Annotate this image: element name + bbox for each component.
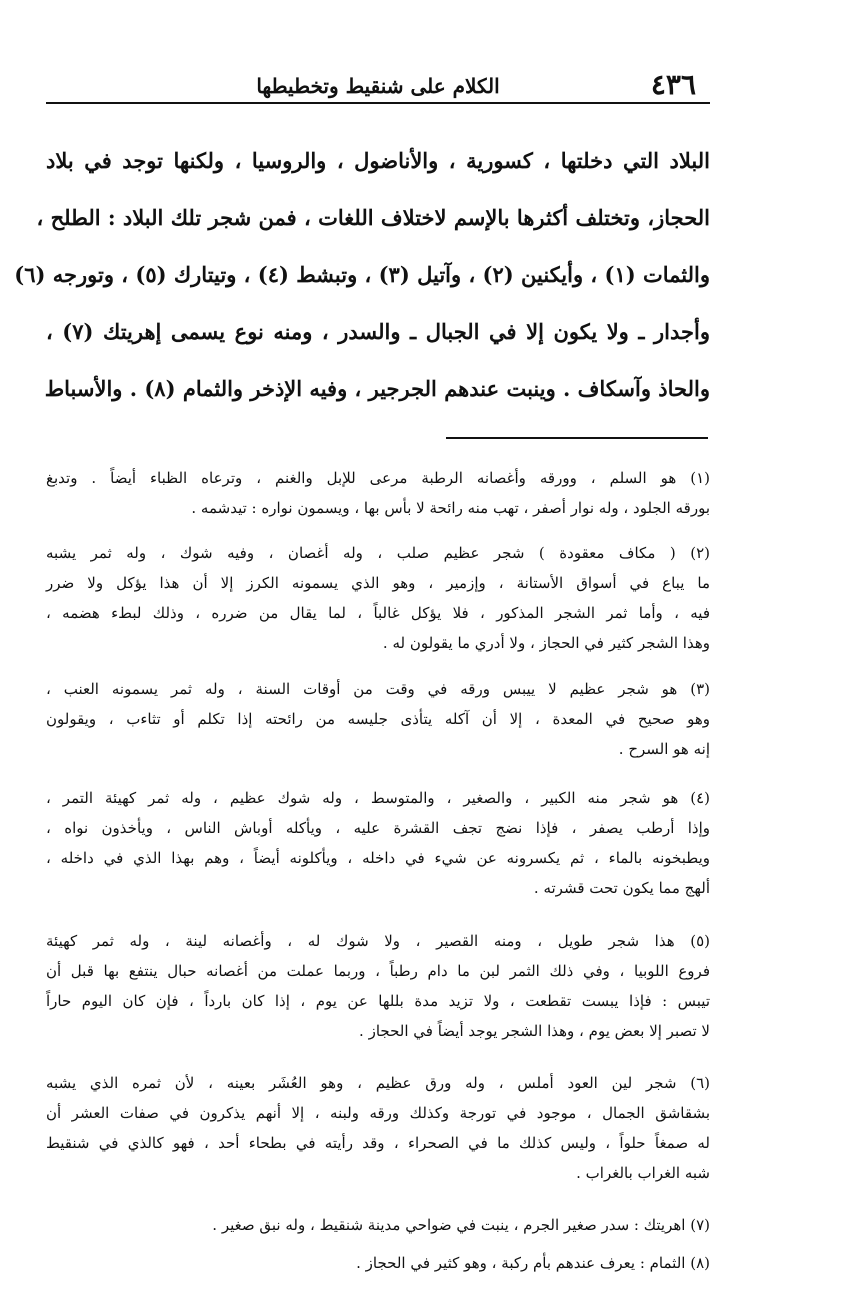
footnote-line: فروع اللوبيا ، وفي ذلك الثمر لبن ما دام رطباً ، وربما عملت من أغصانه حبال ينتفع بها قبل أن <box>46 962 711 980</box>
running-header <box>46 66 710 104</box>
footnote-line: (٧) اهريتك : سدر صغير الجرم ، ينبت في ضواحي مدينة شنقيط ، وله نبق صغير . <box>212 1216 710 1234</box>
footnote-line: (٥) هذا شجر طويل ، ومنه القصير ، ولا شوك له ، وأغصانه لينة ، وله ثمر كهيئة <box>46 932 710 950</box>
footnote-line: لا تصبر إلا بعض يوم ، وهذا الشجر يوجد أيضاً في الحجاز . <box>359 1022 710 1040</box>
footnote-4 <box>46 783 710 903</box>
footnote-line: إنه هو السرح . <box>618 740 710 758</box>
footnote-line: (٨) الثمام : يعرف عندهم بأم ركبة ، وهو كثير في الحجاز . <box>356 1254 710 1272</box>
footnote-line: وإذا أرطب يصفر ، فإذا نضج تجف القشرة عليه ، ويأكله أوباش الناس ، ويأخذون نواه ، <box>46 819 710 837</box>
footnote-5 <box>46 926 710 1046</box>
footnote-line: وهذا الشجر كثير في الحجاز ، ولا أدري ما يقولون له . <box>382 634 710 652</box>
page-number: ٤٣٦ <box>650 68 696 101</box>
footnote-line: (٦) شجر لين العود أملس ، وله ورق عظيم ، وهو العُشَر بعينه ، لأن ثمره الذي يشبه <box>46 1074 710 1092</box>
footnote-2 <box>46 538 710 658</box>
body-line: والثمات (١) ، وأيكنين (٢) ، وآتيل (٣) ، وتبشط (٤) ، وتيتارك (٥) ، وتورجه (٦) <box>14 262 710 287</box>
footnote-line: تيبس : فإذا يبست تقطعت ، ولا تزيد مدة بللها عن يوم ، إذا كان بارداً ، فإن كان اليوم حاراً <box>46 992 710 1010</box>
footnote-6 <box>46 1068 710 1188</box>
footnote-line: (٢) ( مكاف معقودة ) شجر عظيم صلب ، وله أغصان ، وفيه شوك ، وله ثمر يشبه <box>46 544 710 562</box>
footnote-line: بشقاشق الجمال ، موجود في تورجة وكذلك ورقه ولبنه ، إلا أنهم يذكرون في صفات العشر أن <box>46 1104 710 1122</box>
main-text <box>14 132 710 417</box>
footnote-line: (٤) هو شجر منه الكبير ، والصغير ، والمتوسط ، وله شوك عظيم ، وله ثمر كهيئة التمر ، <box>46 789 710 807</box>
footnote-line: ألهج مما يكون تحت قشرته . <box>533 879 710 897</box>
footnote-3 <box>46 674 710 764</box>
footnote-line: فيه ، وأما ثمر الشجر المذكور ، فلا يؤكل غالباً ، لما يقال من ضرره ، وذلك لبطء هضمه ، <box>46 604 710 622</box>
footnote-7 <box>46 1210 710 1240</box>
footnote-line: (٣) هو شجر عظيم لا ييبس ورقه في وقت من أوقات السنة ، وله ثمر يسمونه العنب ، <box>46 680 710 698</box>
body-line: الحجاز، وتختلف أكثرها بالإسم لاختلاف اللغات ، فمن شجر تلك البلاد : الطلح ، <box>36 205 710 230</box>
footnote-line: بورقه الجلود ، وله نوار أصفر ، تهب منه رائحة لا بأس بها ، ويسمون نواره : تيدشمه . <box>191 499 710 517</box>
footnote-line: وهو صحيح في المعدة ، إلا أن آكله يتأذى جليسه من رائحته إذا تكلم أو تثاءب ، ويقولون <box>46 710 710 728</box>
body-line: البلاد التي دخلتها ، كسورية ، والأناضول ، والروسيا ، ولكنها توجد في بلاد <box>46 148 710 173</box>
footnote-line: ويطبخونه بالماء ، ثم يكسرونه عن شيء في داخله ، ويأكلونه أيضاً ، وهم بهذا الذي في داخله ، <box>46 849 710 867</box>
body-line: والحاذ وآسكاف . وينبت عندهم الجرجير ، وفيه الإذخر والثمام (٨) . والأسباط <box>44 376 710 401</box>
footnote-1 <box>46 463 710 523</box>
footnote-line: شبه الغراب بالغراب . <box>576 1164 710 1182</box>
footnote-separator <box>446 437 708 439</box>
footnote-line: ما يباع في أسواق الأستانة ، وإزمير ، وهو الذي يسمونه الكرز إلا أن هذا يؤكل ولا ضرر <box>46 574 710 592</box>
footnote-8 <box>46 1248 710 1278</box>
footnote-line: له صمغاً حلواً ، وليس كذلك ما في الصحراء ، وقد رأيته في بطحاء أحد ، فهو كالذي في شنقيط <box>46 1134 710 1152</box>
running-title: الكلام على شنقيط وتخطيطها <box>256 74 500 98</box>
body-line: وأجدار ـ ولا يكون إلا في الجبال ـ والسدر ، ومنه نوع يسمى إهريتك (٧) ، <box>46 319 710 344</box>
footnote-line: (١) هو السلم ، وورقه وأغصانه الرطبة مرعى للإبل والغنم ، وترعاه الظباء أيضاً . وتدبغ <box>46 469 710 487</box>
